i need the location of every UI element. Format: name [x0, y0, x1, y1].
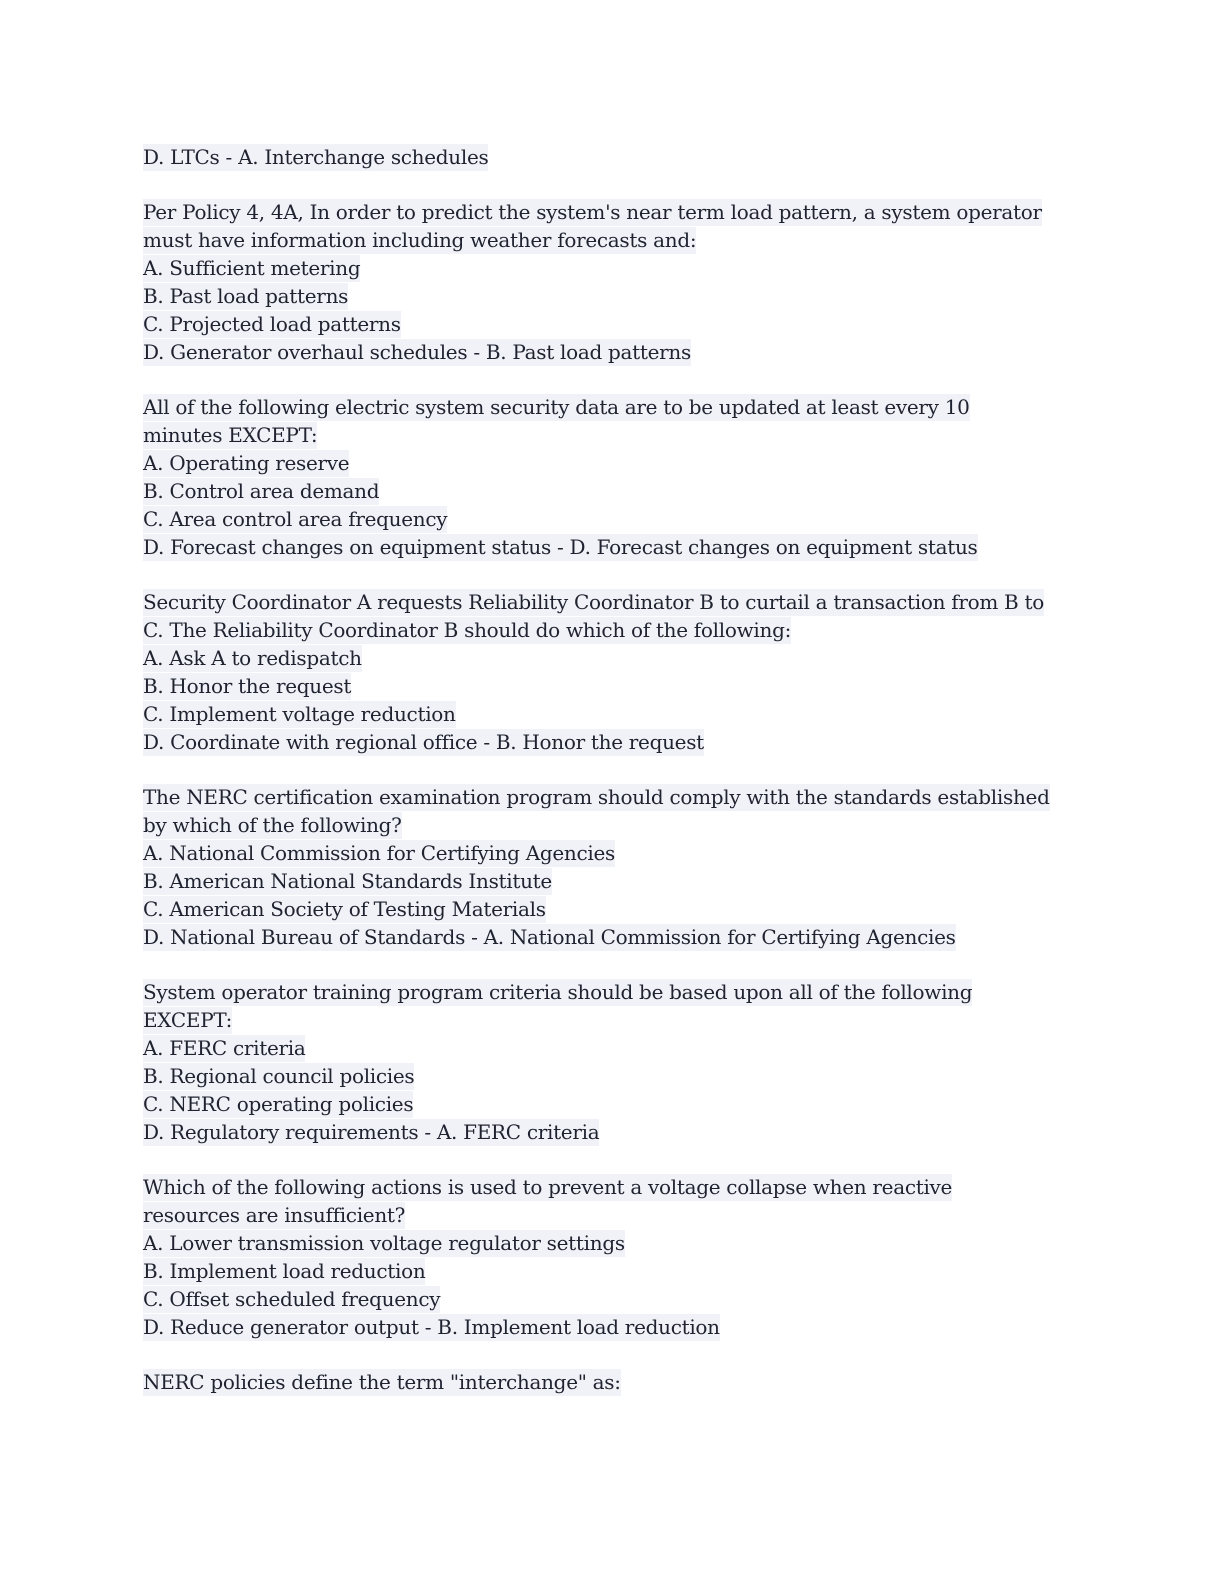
answer-option: B. American National Standards Institute [143, 869, 552, 893]
answer-option: C. Projected load patterns [143, 312, 401, 336]
paragraph-gap [143, 1146, 1083, 1173]
question-text: resources are insufficient? [143, 1203, 406, 1227]
question-block [143, 393, 1083, 561]
answer-option-with-key: D. Coordinate with regional office - B. Honor the request [143, 730, 704, 754]
question-text: C. The Reliability Coordinator B should do which of the following: [143, 618, 792, 642]
answer-option: A. FERC criteria [143, 1036, 306, 1060]
answer-option-with-key: D. Generator overhaul schedules - B. Past load patterns [143, 340, 691, 364]
trailing-question: NERC policies define the term "interchange" as: [143, 1370, 621, 1394]
question-block [143, 588, 1083, 756]
answer-option: A. National Commission for Certifying Agencies [143, 841, 615, 865]
paragraph-gap [143, 561, 1083, 588]
question-text: by which of the following? [143, 813, 402, 837]
answer-option-with-key: D. National Bureau of Standards - A. National Commission for Certifying Agencies [143, 925, 956, 949]
answer-option-with-key: D. Forecast changes on equipment status - D. Forecast changes on equipment status [143, 535, 978, 559]
paragraph-gap [143, 1341, 1083, 1368]
answer-option: B. Regional council policies [143, 1064, 415, 1088]
question-text: Which of the following actions is used to prevent a voltage collapse when reactive [143, 1175, 953, 1199]
answer-option: C. American Society of Testing Materials [143, 897, 546, 921]
question-block [143, 783, 1083, 951]
question-text: Security Coordinator A requests Reliability Coordinator B to curtail a transaction from B to [143, 590, 1044, 614]
answer-option-with-key: D. Regulatory requirements - A. FERC criteria [143, 1120, 600, 1144]
question-text: System operator training program criteria should be based upon all of the following [143, 980, 973, 1004]
paragraph-gap [143, 171, 1083, 198]
answer-option: C. NERC operating policies [143, 1092, 414, 1116]
answer-option-with-key: D. Reduce generator output - B. Implement load reduction [143, 1315, 720, 1339]
question-block [143, 1173, 1083, 1341]
question-text: All of the following electric system security data are to be updated at least every 10 [143, 395, 970, 419]
question-block [143, 978, 1083, 1146]
answer-option: A. Operating reserve [143, 451, 350, 475]
question-text: Per Policy 4, 4A, In order to predict the system's near term load pattern, a system operator [143, 200, 1042, 224]
document-content [143, 143, 1083, 1396]
paragraph-gap [143, 366, 1083, 393]
question-text: must have information including weather forecasts and: [143, 228, 697, 252]
answer-option: A. Sufficient metering [143, 256, 361, 280]
answer-option: B. Control area demand [143, 479, 380, 503]
leading-answer: D. LTCs - A. Interchange schedules [143, 145, 489, 169]
answer-option: C. Offset scheduled frequency [143, 1287, 441, 1311]
answer-option: A. Lower transmission voltage regulator settings [143, 1231, 625, 1255]
question-block [143, 198, 1083, 366]
answer-option: B. Implement load reduction [143, 1259, 426, 1283]
answer-option: C. Implement voltage reduction [143, 702, 456, 726]
paragraph-gap [143, 756, 1083, 783]
question-text: EXCEPT: [143, 1008, 233, 1032]
answer-option: C. Area control area frequency [143, 507, 448, 531]
answer-option: B. Honor the request [143, 674, 352, 698]
paragraph-gap [143, 951, 1083, 978]
answer-option: B. Past load patterns [143, 284, 349, 308]
question-text: The NERC certification examination program should comply with the standards established [143, 785, 1050, 809]
question-text: minutes EXCEPT: [143, 423, 318, 447]
answer-option: A. Ask A to redispatch [143, 646, 362, 670]
